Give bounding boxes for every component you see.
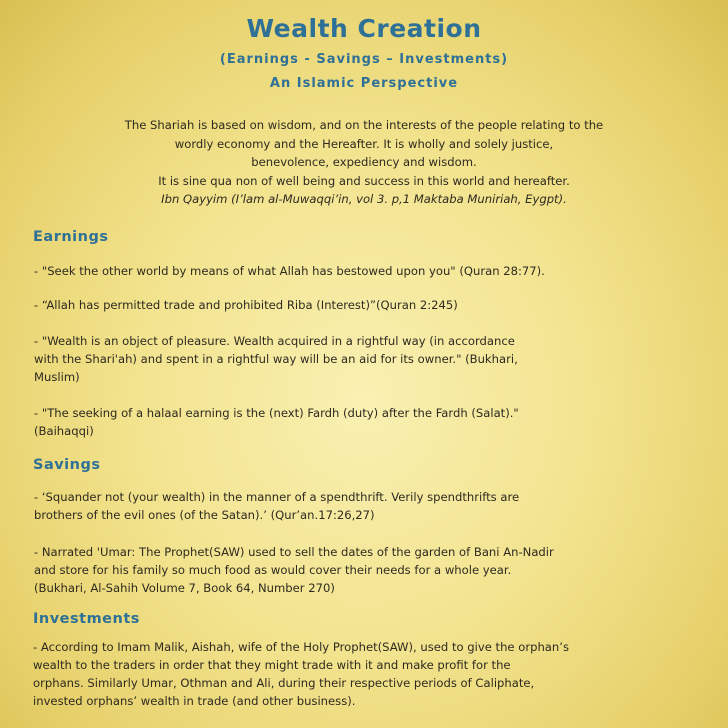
earnings-heading: Earnings (33, 229, 109, 245)
page-title: Wealth Creation (246, 14, 482, 43)
earnings-item: - "Seek the other world by means of what Allah has bestowed upon you" (Quran 28:77). (34, 264, 545, 278)
savings-item: - Narrated 'Umar: The Prophet(SAW) used to sell the dates of the garden of Bani An-Nadir and store for his family so much food as would cover their needs for a whole year. (Bukhari, Al-Sahih Volume 7, Book 64, Number 270) (34, 545, 554, 595)
savings-item: - ‘Squander not (your wealth) in the manner of a spendthrift. Verily spendthrifts are brothers of the evil ones (of the Satan).’ (Qur’an.17:26,27) (34, 490, 520, 522)
quote-line: It is sine qua non of well being and success in this world and hereafter. (158, 173, 570, 188)
earnings-item: - "The seeking of a halaal earning is the (next) Fardh (duty) after the Fardh (Salat)." (Baihaqqi) (34, 406, 519, 438)
investments-item: - According to Imam Malik, Aishah, wife of the Holy Prophet(SAW), used to give the orphan’s wealth to the traders in order that they might trade with it and make profit for the orphans. Similarly Umar, Othman and Ali, during their respective periods of Caliphate, invested orphans’ wealth in trade (and other business). (33, 640, 569, 708)
quote-citation: Ibn Qayyim (I’lam al-Muwaqqi’in, vol 3. p,1 Maktaba Muniriah, Eygpt). (161, 192, 567, 206)
earnings-item: - “Allah has permitted trade and prohibited Riba (Interest)”(Quran 2:245) (34, 298, 458, 312)
intro-quote (30, 116, 698, 209)
quote-line: The Shariah is based on wisdom, and on the interests of the people relating to the (124, 118, 604, 132)
page-subtitle: (Earnings - Savings – Investments) (219, 52, 509, 67)
earnings-item: - "Wealth is an object of pleasure. Wealth acquired in a rightful way (in accordance with the Shari'ah) and spent in a rightful way will be an aid for its owner." (Bukhari, Muslim) (34, 334, 518, 384)
quote-line: wordly economy and the Hereafter. It is wholly and solely justice, (174, 136, 554, 151)
quote-line: benevolence, expediency and wisdom. (251, 155, 477, 169)
page-perspective: An Islamic Perspective (269, 76, 459, 91)
investments-heading: Investments (33, 611, 140, 627)
savings-heading: Savings (33, 457, 101, 473)
